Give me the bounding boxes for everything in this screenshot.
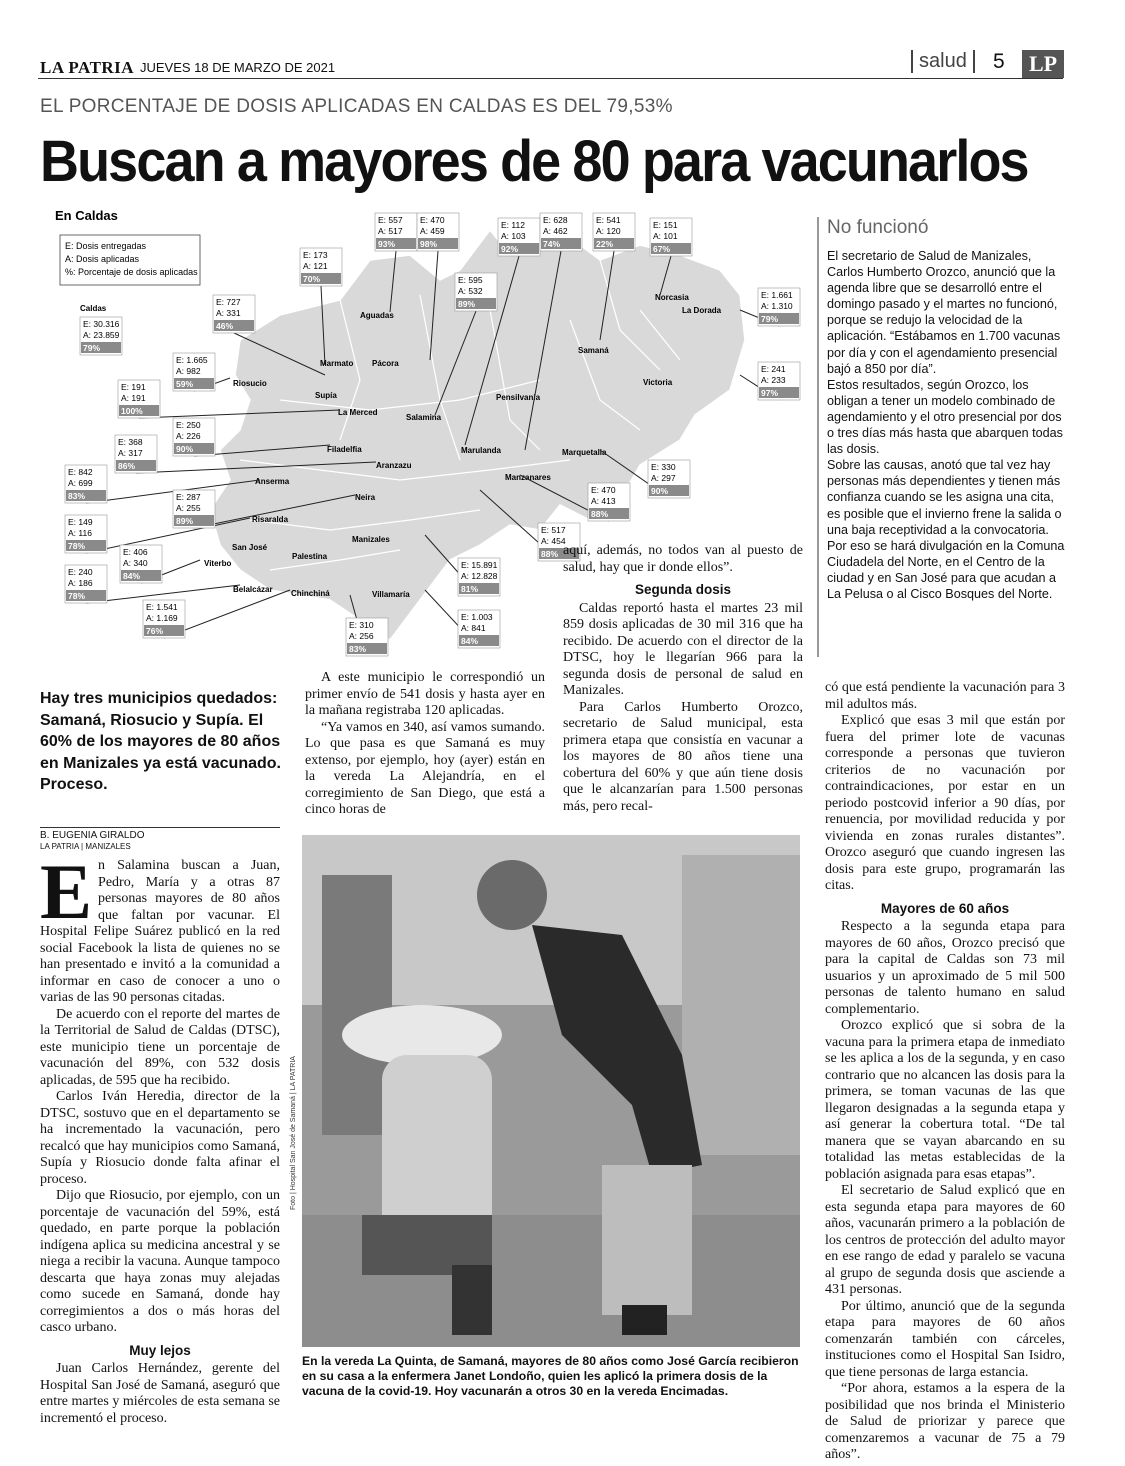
map-municipality-label: Aguadas — [360, 311, 394, 320]
news-photo — [302, 835, 800, 1347]
map-municipality-label: Viterbo — [204, 559, 232, 568]
map-box-applied: A: 103 — [501, 231, 526, 241]
map-data-box — [173, 353, 215, 391]
map-box-delivered: E: 310 — [349, 620, 374, 630]
map-box-delivered: E: 595 — [458, 275, 483, 285]
map-box-pct: 90% — [176, 444, 194, 454]
map-box-pct: 84% — [461, 636, 479, 646]
map-box-applied: A: 340 — [123, 558, 148, 568]
paragraph: Juan Carlos Hernández, gerente del Hospital San José de Samaná, aseguró que entre martes y miércoles de esta semana se incrementó el proceso. — [40, 1361, 280, 1426]
map-box-applied: A: 186 — [68, 578, 93, 588]
map-data-box — [65, 565, 107, 603]
map-data-box — [648, 460, 690, 498]
map-data-box — [143, 600, 185, 638]
map-data-box — [593, 213, 635, 251]
map-box-applied: A: 12.828 — [461, 571, 498, 581]
map-legend-item: %: Porcentaje de dosis aplicadas — [65, 267, 198, 277]
map-box-delivered: E: 250 — [176, 420, 201, 430]
map-box-applied: A: 191 — [121, 393, 146, 403]
map-box-delivered: E: 727 — [216, 297, 241, 307]
map-total-label: Caldas — [80, 304, 107, 313]
map-box-applied: A: 1.310 — [761, 301, 793, 311]
map-box-applied: A: 120 — [596, 226, 621, 236]
map-box-applied: A: 23.859 — [83, 330, 120, 340]
paragraph: n Salamina buscan a Juan, Pedro, María y a otras 87 personas mayores de 80 años que faltan por vacunar. El Hospital Felipe Suárez publicó en la red social Facebook la lista de quienes no se han presentado e invitó a la comunidad a informar en caso de conocer a uno o varias de las 90 personas citadas. — [40, 858, 280, 1005]
map-data-box — [213, 295, 255, 333]
map-box-delivered: E: 1.541 — [146, 602, 178, 612]
map-data-box — [540, 213, 582, 251]
paragraph: Dijo que Riosucio, por ejemplo, con un porcentaje de vacunación del 59%, está quedado, en parte porque la población indígena aplica su medicina ancestral y se niega a recibir la vacuna. Aunque tampoco descarta que haya zonas muy alejadas como sucede en Samaná, donde hay corregimientos a dos o más horas del casco urbano. — [40, 1188, 280, 1335]
sidebar-rule — [817, 217, 819, 657]
subheading: Segunda dosis — [634, 582, 732, 597]
map-box-delivered: E: 842 — [68, 467, 93, 477]
map-box-pct: 97% — [761, 388, 779, 398]
map-box-pct: 89% — [176, 516, 194, 526]
map-legend-item: E: Dosis entregadas — [65, 241, 147, 251]
map-data-box — [173, 418, 215, 456]
map-municipality-label: Supía — [315, 391, 337, 400]
map-box-delivered: E: 541 — [596, 215, 621, 225]
sidebar-paragraph: El secretario de Salud de Manizales, Carlos Humberto Orozco, anunció que la agenda libre que se desarrolló entre el domingo pasado y el martes no funcionó, porque se redujo la velocidad de la aplicación. “Estábamos en 1.700 vacunas por día y con el agendamiento presencial bajó a 850 por día”. — [827, 249, 1061, 376]
paragraph: Para Carlos Humberto Orozco, secretario de Salud municipal, esta primera etapa que consistía en vacunar a los mayores de 80 años tiene una cobertura del 60% y que aún tiene dosis que le alcanzarían para 1.500 personas más, pero recal- — [563, 699, 803, 814]
map-box-applied: A: 101 — [653, 231, 678, 241]
map-box-delivered: E: 557 — [378, 215, 403, 225]
byline-author: B. EUGENIA GIRALDO — [40, 827, 280, 841]
map-data-box — [758, 362, 800, 400]
map-box-delivered: E: 241 — [761, 364, 786, 374]
map-municipality-label: Anserma — [255, 477, 290, 486]
map-data-box — [346, 618, 388, 656]
map-municipality-label: Manizales — [352, 535, 390, 544]
map-box-pct: 84% — [123, 571, 141, 581]
map-box-pct: 74% — [543, 239, 561, 249]
map-data-box — [458, 558, 500, 596]
map-box-pct: 86% — [118, 461, 136, 471]
map-data-box — [375, 213, 417, 251]
map-box-applied: A: 517 — [378, 226, 403, 236]
map-box-applied: A: 116 — [68, 528, 92, 538]
map-municipality-label: Pácora — [372, 359, 399, 368]
map-municipality-label: Filadelfia — [327, 445, 362, 454]
sidebar-paragraph: Estos resultados, según Orozco, los obligan a tener un modelo combinado de agendamiento y el otro presencial por dos o tres días más hasta que abarquen todas las dosis. — [827, 377, 1063, 457]
map-box-delivered: E: 1.665 — [176, 355, 208, 365]
map-municipality-label: Belalcázar — [233, 585, 273, 594]
map-box-applied: A: 226 — [176, 431, 201, 441]
paragraph: Carlos Iván Heredia, director de la DTSC, sostuvo que en el departamento se ha incrementado la vacunación, pero recalcó que hay municipios como Samaná, Supía y Riosucio donde falta afinar el proceso. — [40, 1089, 280, 1187]
map-box-pct: 78% — [68, 591, 86, 601]
map-box-delivered: E: 470 — [591, 485, 616, 495]
sidebar-title: No funcionó — [827, 217, 929, 238]
map-box-delivered: E: 470 — [420, 215, 445, 225]
map-box-pct: 90% — [651, 486, 669, 496]
paragraph: Explicó que esas 3 mil que están por fuera del primer lote de vacunas corresponde a personas que tuvieron criterios de no vacunación por contraindicaciones, por estar en un periodo postcovid inferior a 90 días, por renuencia, por movilidad reducida y por vivienda en zonas rurales distantes”. Orozco aseguró que cuando ingresen las dosis para este grupo, programarán las citas. — [825, 713, 1065, 893]
lp-logo: LP — [1022, 50, 1064, 78]
paragraph: có que está pendiente la vacunación para 3 mil adultos más. — [825, 680, 1065, 712]
map-data-box — [498, 218, 540, 256]
map-municipality-label: Pensilvania — [496, 393, 541, 402]
map-box-delivered: E: 517 — [541, 525, 566, 535]
map-box-applied: A: 532 — [458, 286, 483, 296]
map-box-pct: 70% — [303, 274, 321, 284]
map-municipality-label: San José — [232, 543, 268, 552]
photo-caption: En la vereda La Quinta, de Samaná, mayores de 80 años como José García recibieron en su casa a la enfermera Janet Londoño, quien les aplicó la primera dosis de la vacuna de la covid-19. Hoy vacunarán a otros 30 en la vereda Encimadas. — [302, 1354, 799, 1398]
map-data-box — [115, 435, 157, 473]
map-box-applied: A: 233 — [761, 375, 786, 385]
map-municipality-label: Marmato — [320, 359, 354, 368]
map-box-delivered: E: 15.891 — [461, 560, 498, 570]
map-municipality-label: Salamina — [406, 413, 442, 422]
map-municipality-label: Villamaría — [372, 590, 410, 599]
map-box-delivered: E: 1.661 — [761, 290, 793, 300]
byline-outlet: LA PATRIA | MANIZALES — [40, 842, 131, 851]
map-box-pct: 76% — [146, 626, 164, 636]
map-box-pct: 46% — [216, 321, 234, 331]
map-data-box — [80, 304, 122, 355]
map-box-delivered: E: 1.003 — [461, 612, 493, 622]
map-box-delivered: E: 30.316 — [83, 319, 120, 329]
map-box-pct: 100% — [121, 406, 143, 416]
map-title: En Caldas — [55, 208, 118, 223]
map-box-delivered: E: 628 — [543, 215, 568, 225]
map-data-box — [118, 380, 160, 418]
map-box-applied: A: 317 — [118, 448, 143, 458]
sidebar-paragraph: Por eso se hará divulgación en la Comuna Ciudadela del Norte, en el Centro de la ciudad y en San José para que acudan a La Pelusa o al Cisco Bosques del Norte. — [827, 538, 1065, 601]
map-data-box — [120, 545, 162, 583]
map-box-applied: A: 331 — [216, 308, 241, 318]
map-box-pct: 59% — [176, 379, 194, 389]
map-data-box — [300, 248, 342, 286]
map-data-box — [417, 213, 459, 251]
map-data-box — [173, 490, 215, 528]
map-legend-item: A: Dosis aplicadas — [65, 254, 140, 264]
map-data-box — [65, 515, 107, 553]
map-data-box — [588, 483, 630, 521]
map-municipality-label: Risaralda — [252, 515, 289, 524]
map-municipality-label: Marquetalia — [562, 448, 607, 457]
subheading: Muy lejos — [129, 1342, 191, 1358]
map-box-pct: 79% — [761, 314, 779, 324]
paragraph: El secretario de Salud explicó que en esta segunda etapa para mayores de 60 años, vacunarán primero a la población de los centros de protección del adulto mayor en ese rango de edad y paralelo se vacuna al grupo de segunda dosis que asciende a 431 personas. — [825, 1183, 1065, 1297]
map-municipality-label: Samaná — [578, 346, 609, 355]
sidebar-body — [827, 248, 1067, 602]
map-box-pct: 22% — [596, 239, 614, 249]
paragraph: Caldas reportó hasta el martes 23 mil 859 dosis aplicadas de 30 mil 316 que ha recibido. De acuerdo con el director de la DTSC, hoy le llegarían 966 para la segunda dosis de personal de salud en Manizales. — [563, 600, 803, 698]
map-municipality-label: Manzanares — [505, 473, 551, 482]
headline: Buscan a mayores de 80 para vacunarlos — [40, 129, 1028, 194]
paragraph: Orozco explicó que si sobra de la vacuna para la primera etapa de inmediato se les aplica a los de la segunda, y en caso contrario que no alcancen las dosis para la primera, se toman vacunas de las que llegaron designadas a la segunda etapa y así generar la cobertura total. “De tal manera que se vayan abarcando en su totalidad las metas establecidas de la población asignada para esas etapas”. — [825, 1018, 1065, 1182]
map-box-pct: 81% — [461, 584, 479, 594]
map-municipality-label: La Dorada — [682, 306, 722, 315]
map-municipality-label: Riosucio — [233, 379, 267, 388]
map-municipality-label: Aranzazu — [376, 461, 412, 470]
article-column-3 — [563, 543, 803, 815]
photo-credit: Foto | Hospital San José de Samaná | LA PATRIA — [290, 1056, 297, 1210]
article-column-4 — [825, 680, 1065, 1464]
paragraph: “Ya vamos en 340, así vamos sumando. Lo que pasa es que Samaná es muy extenso, por ejemplo, hoy (ayer) están en la vereda La Alejandría, en el corregimiento de San Diego, que está a cinco horas de — [305, 719, 545, 817]
issue-date: JUEVES 18 DE MARZO DE 2021 — [140, 60, 336, 75]
map-box-delivered: E: 173 — [303, 250, 328, 260]
map-municipality-label: Norcasia — [655, 293, 689, 302]
map-box-pct: 93% — [378, 239, 396, 249]
map-municipality-label: Marulanda — [461, 446, 502, 455]
map-municipality-label: Palestina — [292, 552, 328, 561]
map-box-applied: A: 121 — [303, 261, 328, 271]
map-box-pct: 78% — [68, 541, 86, 551]
paragraph: “Por ahora, estamos a la espera de la posibilidad que nos brinda el Ministerio de Salud de priorizar y parece que comenzaremos a vacunar de 75 a 79 años”. — [825, 1381, 1065, 1462]
page-number: 5 — [993, 50, 1005, 73]
map-box-delivered: E: 151 — [653, 220, 678, 230]
drop-cap: E — [40, 848, 93, 935]
map-box-applied: A: 413 — [591, 496, 616, 506]
map-municipality-label: La Merced — [338, 408, 378, 417]
paragraph: aquí, además, no todos van al puesto de salud, hay que ir donde ellos”. — [563, 543, 803, 575]
subheading: Mayores de 60 años — [880, 900, 1010, 916]
map-box-applied: A: 699 — [68, 478, 93, 488]
paragraph: De acuerdo con el reporte del martes de la Territorial de Salud de Caldas (DTSC), este municipio tiene un porcentaje de vacunación del 89%, con 532 dosis aplicadas, de 595 que ha recibido. — [40, 1006, 280, 1088]
map-box-applied: A: 459 — [420, 226, 445, 236]
map-data-box — [455, 273, 497, 311]
map-data-box — [458, 610, 500, 648]
section-label: salud — [911, 50, 975, 73]
newspaper-brand: LA PATRIA — [40, 58, 135, 77]
map-box-delivered: E: 149 — [68, 517, 93, 527]
map-box-pct: 67% — [653, 244, 671, 254]
map-box-pct: 92% — [501, 244, 519, 254]
map-municipality-label: Chinchiná — [291, 589, 330, 598]
lede: Hay tres municipios quedados: Samaná, Riosucio y Supía. El 60% de los mayores de 80 años en Manizales ya está vacunado. Proceso. — [40, 690, 281, 793]
map-box-applied: A: 256 — [349, 631, 374, 641]
map-box-applied: A: 454 — [541, 536, 566, 546]
map-box-pct: 83% — [349, 644, 367, 654]
map-box-pct: 88% — [591, 509, 609, 519]
kicker: EL PORCENTAJE DE DOSIS APLICADAS EN CALDAS ES DEL 79,53% — [40, 96, 673, 117]
map-box-delivered: E: 406 — [123, 547, 148, 557]
map-box-delivered: E: 112 — [501, 220, 525, 230]
map-box-pct: 88% — [541, 549, 559, 559]
map-box-applied: A: 1.169 — [146, 613, 178, 623]
map-box-applied: A: 297 — [651, 473, 676, 483]
map-box-delivered: E: 330 — [651, 462, 676, 472]
map-box-applied: A: 982 — [176, 366, 201, 376]
map-box-delivered: E: 191 — [121, 382, 146, 392]
map-municipality-label: Neira — [355, 493, 376, 502]
paragraph: Por último, anunció que de la segunda etapa para mayores de 60 años comenzarán también con cárceles, instituciones como el Hospital San Isidro, que tiene personas de larga estancia. — [825, 1298, 1065, 1380]
paragraph: Respecto a la segunda etapa para mayores de 60 años, Orozco precisó que para la capital de Caldas son 73 mil usuarios y un aproximado de 5 mil 500 personas de talento humano en salud complementario. — [825, 919, 1065, 1017]
article-column-1 — [40, 848, 280, 1427]
map-box-delivered: E: 368 — [118, 437, 143, 447]
header-rule — [38, 78, 1063, 79]
map-municipality-label: Victoria — [643, 378, 673, 387]
map-box-delivered: E: 287 — [176, 492, 201, 502]
sidebar-paragraph: Sobre las causas, anotó que tal vez hay personas más dependientes y tienen más confianza cuando se les asigna una cita, es posible que el invierno frene la salida o una baja receptividad a la convocatoria. — [827, 458, 1062, 537]
paragraph: A este municipio le correspondió un primer envío de 541 dosis y hasta ayer en la mañana registraba 120 aplicadas. — [305, 670, 545, 718]
map-box-pct: 83% — [68, 491, 86, 501]
map-box-delivered: E: 240 — [68, 567, 93, 577]
map-box-applied: A: 462 — [543, 226, 568, 236]
map-data-box — [65, 465, 107, 503]
map-box-pct: 79% — [83, 343, 101, 353]
map-box-applied: A: 255 — [176, 503, 201, 513]
map-box-applied: A: 841 — [461, 623, 486, 633]
map-box-pct: 98% — [420, 239, 438, 249]
map-data-box — [650, 218, 692, 256]
map-box-pct: 89% — [458, 299, 476, 309]
map-data-box — [758, 288, 800, 326]
article-column-2 — [305, 670, 545, 819]
